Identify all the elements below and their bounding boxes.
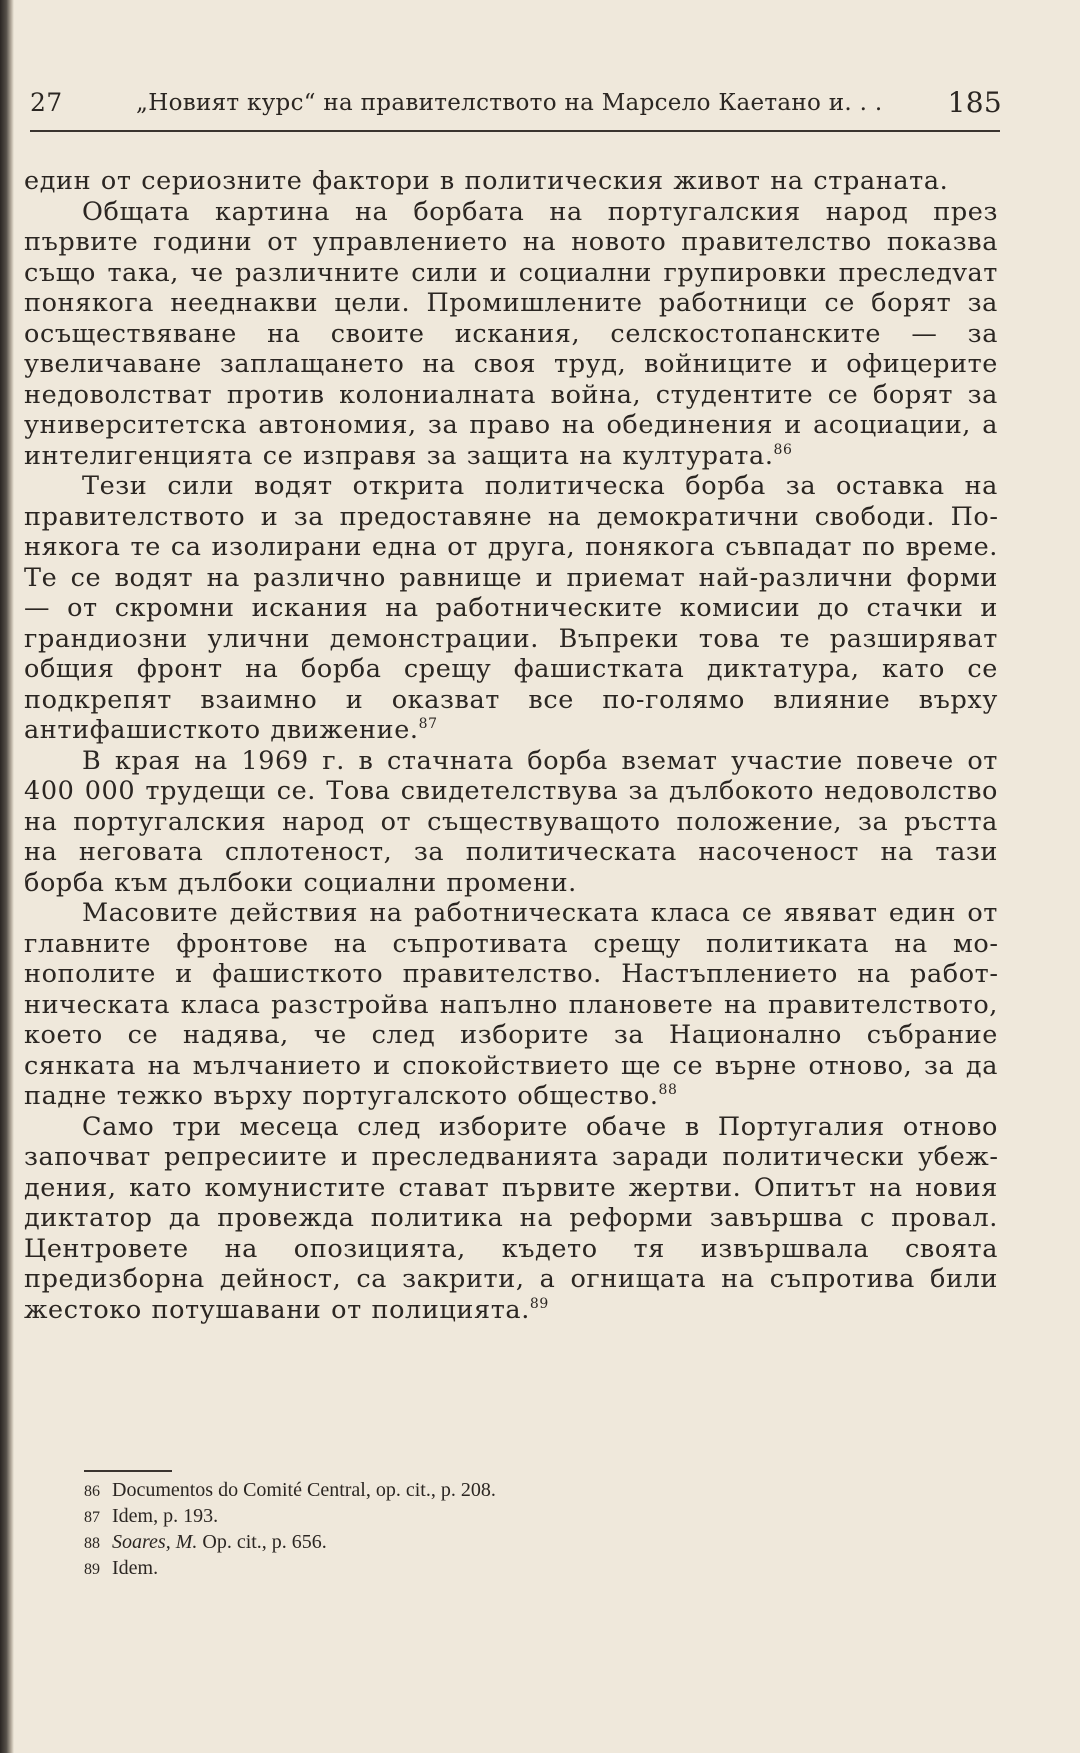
running-title: „Новият курс“ на правителството на Марсело Каетано и. . .	[136, 90, 883, 116]
footnote-author: Soares, M.	[112, 1531, 198, 1553]
footnote-number: 87	[84, 1509, 100, 1526]
footnote-ref: 89	[529, 1295, 549, 1312]
footnote	[84, 1556, 884, 1582]
paragraph-text: Само три месеца след изборите обаче в Португалия отново започват репресиите и преследванията заради политически убеждения, като комунистите стават първите жертви. Опитът на новия диктатор да провежда политика на реформи завършва с провал. Центровете на опозицията, където тя извършвала своята предизборна дейност, са закрити, а огнищата на съпротива били жестоко потушавани от полицията.	[24, 1111, 998, 1325]
running-header	[30, 86, 1002, 126]
footnote-ref: 87	[418, 716, 438, 732]
footnote	[84, 1530, 884, 1556]
paragraph	[24, 471, 998, 746]
footnote-number: 88	[84, 1535, 100, 1552]
footnotes	[84, 1478, 884, 1582]
footnote-ref: 88	[658, 1082, 678, 1098]
paragraph-text: Масовите действия на работническата класа се явяват един от главните фронтове на съпротивата срещу политиката на монополите и фашисткото правителство. Настъплението на работническата класа разстройва напълно плановете на правителството, което се надява, че след изборите за Национално събрание сянката на мълчанието и спокойствието ще се върне отново, за да падне тежко върху португалското общество.	[24, 898, 998, 1111]
footnote-text: Idem.	[112, 1557, 159, 1579]
paragraph-text: Общата картина на борбата на португалския народ през първите години от управлението на новото правителство показва също така, че различните сили и социални групировки преследvат понякога нееднакви цели. Промишлените работници се борят за осъществяване на своите искания, селскостопанските — за увеличаване заплащането на своя труд, войниците и офицерите недоволстват против колониалната война, студентите се борят за университетска автономия, за право на обединения и асоциации, а интелигенцията се изправя за защита на културата.	[24, 196, 998, 471]
paragraph	[24, 197, 998, 472]
paragraph	[24, 746, 998, 899]
header-rule	[30, 130, 1000, 132]
paragraph	[24, 898, 998, 1112]
footnote-ref: 86	[773, 441, 793, 458]
chapter-number: 27	[30, 88, 63, 117]
footnote-rule	[84, 1470, 172, 1472]
footnote	[84, 1504, 884, 1530]
paragraph-text: един от сериозните фактори в политическия живот на страната.	[24, 166, 949, 196]
footnote-text: Documentos do Comité Central, op. cit., p. 208.	[112, 1479, 496, 1501]
paragraph	[24, 166, 998, 197]
footnote	[84, 1478, 884, 1504]
paragraph-text: Тези сили водят открита политическа борба за оставка на правителството и за предоставяне на демократични свободи. Понякога те са изолирани една от друга, понякога съвпадат по време. Те се водят на различно равнище и приемат най-различни форми — от скромни искания на работническите комисии до стачки и грандиозни улични демонстрации. Въпреки това те разширяват общия фронт на борба срещу фашистката диктатура, като се подкрепят взаимно и оказват все по-голямо влияние върху антифашисткото движение.	[24, 471, 998, 745]
footnote-text: Idem, p. 193.	[112, 1505, 219, 1527]
footnote-number: 89	[84, 1561, 100, 1578]
footnote-text: Op. cit., p. 656.	[197, 1531, 327, 1553]
body-text	[24, 166, 998, 1325]
paragraph	[24, 1112, 998, 1326]
footnote-number: 86	[84, 1483, 100, 1500]
paragraph-text: В края на 1969 г. в стачната борба вземат участие повече от 400 000 трудещи се. Това свидетелствува за дълбокото недоволство на португалския народ от съществуващото положение, за ръстта на неговата сплотеност, за политическата насоченост на тази борба към дълбоки социални промени.	[24, 745, 998, 898]
page-number: 185	[947, 86, 1002, 119]
